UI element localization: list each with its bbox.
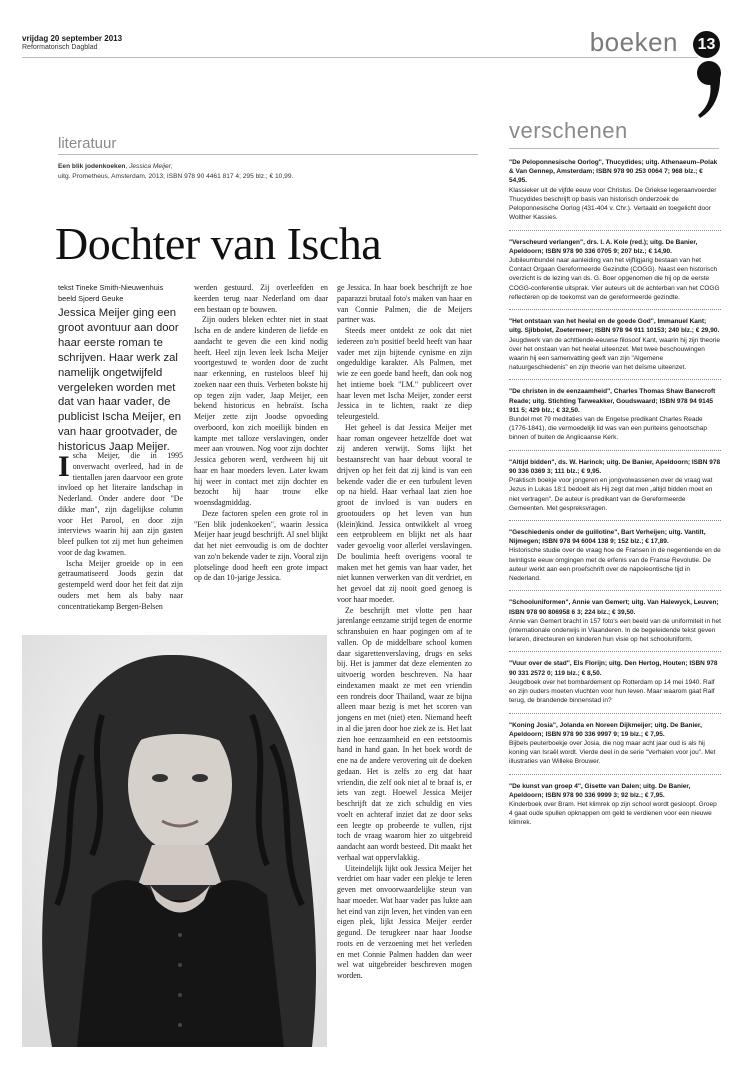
paragraph: ge Jessica. In haar boek beschrijft ze hoe paparazzi brutaal foto's maken van haar en van Connie Palmen, die de Meijers partner was. [337, 283, 472, 325]
paragraph [58, 451, 183, 559]
verschenen-item-body: Annie van Gemert bracht in 157 foto's een beeld van de uniformiteit in het (internationale onderwijs in Vlaanderen. In de begeleidende tekst geven leraren, directeuren en kinderen hun visie op het schooluniform. [509, 617, 721, 644]
verschenen-item [509, 528, 721, 591]
author-photo [22, 635, 327, 1047]
verschenen-item [509, 782, 721, 835]
verschenen-item [509, 387, 721, 450]
verschenen-item [509, 158, 721, 231]
book-details: uitg. Prometheus, Amsterdam, 2013; ISBN 978 90 4461 817 4; 295 blz.; € 10,99. [58, 172, 294, 180]
page-number-badge: 13 [693, 31, 720, 58]
paragraph: Uiteindelijk lijkt ook Jessica Meijer het verdriet om haar vader een plekje te leren geven met onvoorwaardelijke steun van haar moeder. Wat haar vader pas lukte aan het eind van zijn leven, het vinden van een eigen plek, lijkt Jessica Meijer eerder gegund. De terugkeer naar haar Joodse roots en de verzoening met het verleden en met Connie Palmen hadden dan weer wel wat uitgebreider beschreven mogen worden. [337, 863, 472, 980]
verschenen-item-head: "Het ontstaan van het heelal en de goede God", Immanuel Kant; uitg. Sjibbolet, Zoetermeer; ISBN 978 94 911 10153; 240 blz.; € 29,90. [509, 318, 720, 335]
verschenen-item [509, 317, 721, 380]
paragraph: Het geheel is dat Jessica Meijer met haar roman ongeveer hetzelfde doet wat zij anderen verwijt. Soms lijkt het bestaansrecht van haar debuut vooral te drijven op het feit dat zij kind is van een bekende vader die er een turbulent leven op na hield. Haar verhaal laat zien hoe groot de invloed is van ouders en grootouders op het leven van hun (klein)kind. Jessica ontwikkelt al vroeg een eetprobleem en blijkt net als haar vader gevoelig voor allerlei verslavingen. De boulimia heeft overigens vooral te maken met het gemis van haar vader, het niet kunnen verwerken van dit verdriet, en het gevoel dat zij nooit goed genoeg is voor haar moeder. [337, 422, 472, 604]
paragraph: werden gestuurd. Zij overleefden en keerden terug naar Nederland om daar een bestaan op te bouwen. [194, 283, 328, 314]
verschenen-item [509, 458, 721, 521]
verschenen-item-head: "De Peloponnesische Oorlog", Thucydides; uitg. Athenaeum–Polak & Van Gennep, Amsterdam; ISBN 978 90 253 0064 7; 968 blz.; € 54,95. [509, 159, 718, 185]
verschenen-item [509, 721, 721, 775]
verschenen-list [509, 158, 721, 842]
credit-text: tekst Tineke Smith-Nieuwenhuis [58, 283, 164, 292]
verschenen-item-head: "Altijd bidden", ds. W. Harinck; uitg. De Banier, Apeldoorn; ISBN 978 90 336 0369 3; 111 blz.; € 9,95. [509, 458, 721, 475]
masthead-date: vrijdag 20 september 2013 [22, 34, 123, 43]
verschenen-item-head: "Verscheurd verlangen", drs. I. A. Kole (red.); uitg. De Banier, Apeldoorn; ISBN 978 90 336 0705 9; 207 blz.; € 14,90. [509, 238, 698, 255]
book-author: Jessica Meijer; [129, 163, 173, 170]
headline: Dochter van Ischa [55, 218, 382, 269]
verschenen-rule [509, 148, 719, 149]
paragraph: Zijn ouders bleken echter niet in staat Ischa en de andere kinderen de liefde en aandacht te geven die een kind nodig heeft. Heel zijn leven leek Ischa Meijer voortgestuwd te worden door de zucht naar erkenning, en rusteloos bleef hij zoeken naar een thuis. Verbeten bokste hij op tegen zijn vader, Jaap Meijer, een bekend historicus en hebraïst. Ischa Meijer zette zijn Joodse opvoeding overboord, kon zich moeilijk binden en kampte met talloze verslavingen, onder meer aan vrouwen. Nog voor zijn dochter Jessica geboren werd, verdween hij uit haar en haar moeders leven. Later kwam hij weer in contact met zijn dochter en bezocht hij haar trouw elke woensdagmiddag. [194, 315, 328, 507]
comma-logo-icon [696, 60, 722, 120]
verschenen-item [509, 238, 721, 311]
book-title: Een blik jodenkoeken [58, 163, 126, 170]
masthead-paper: Reformatorisch Dagblad [22, 44, 98, 51]
book-info: Een blik jodenkoeken, Jessica Meijer; uitg. Prometheus, Amsterdam, 2013; ISBN 978 90 4461 817 4; 295 blz.; € 10,99. [58, 163, 294, 180]
paragraph-rest: scha Meijer, die in 1995 onverwacht overleed, had in de tientallen jaren daarvoor een grote invloed op het literaire landschap in Nederland. Onder andere door "De dikke man", zijn dagelijkse column voor Het Parool, en door zijn interviews waarin hij aan zijn gasten bleef pulken tot zij met hun geheimen voor de dag kwamen. [58, 451, 183, 557]
verschenen-item-head: "Schooluniformen", Annie van Gemert; uitg. Van Halewyck, Leuven; ISBN 978 90 806958 6 3; 224 blz.; € 39,50. [509, 599, 719, 616]
article-column-3 [337, 283, 472, 982]
verschenen-item-head: "Vuur over de stad", Els Florijn; uitg. Den Hertog, Houten; ISBN 978 90 331 2572 0; 119 blz.; € 8,50. [509, 660, 718, 677]
verschenen-item-head: "De kunst van groep 4", Gisette van Dalen; uitg. De Banier, Apeldoorn; ISBN 978 90 336 9999 3; 92 blz.; € 7,95. [509, 782, 691, 799]
verschenen-item-body: Bijbels peuterboekje over Josia, die nog maar acht jaar oud is als hij koning van Israël wordt. Vierde deel in de serie "Verhalen voor jou". Met illustraties van Willeke Brouwer. [509, 739, 716, 766]
verschenen-item-body: Jeugdboek over het bombardement op Rotterdam op 14 mei 1940. Ralf en zijn ouders moeten vluchten voor hun leven. Maar waarom gaat Ralf terug, de brandende binnenstad in? [509, 678, 715, 705]
paragraph: Deze factoren spelen een grote rol in "Een blik jodenkoeken", waarin Jessica Meijer haar jeugd beschrijft. Al snel blijkt dat het niet eenvoudig is om de dochter van zo'n bekende vader te zijn. Vooral zijn plotselinge dood heeft een grote impact op de dan 10-jarige Jessica. [194, 508, 328, 583]
literature-rule [58, 154, 478, 155]
verschenen-item-head: "De christen in de eenzaamheid", Charles Thomas Shaw Banecroft Reade; uitg. Stichting Tarweakker, Goudswaard; ISBN 978 94 9145 911 5; 429 blz.; € 32,50. [509, 388, 716, 414]
portrait-illustration [22, 635, 327, 1047]
verschenen-item-body: Jubileumbundel naar aanleiding van het vijftigjarig bestaan van het Contact Orgaan Gereformeerde Gezindte (COGG). Naast een historisch overzicht is de lezing van ds. G. Boer opgenomen die hij op de eerste COGG-conferentie uitsprak. Vier auteurs uit de achterban van het COGG reflecteren op de toekomst van de gereformeerde gezindte. [509, 256, 720, 301]
verschenen-item [509, 659, 721, 713]
literature-label: literatuur [58, 135, 117, 152]
verschenen-item [509, 598, 721, 652]
verschenen-label: verschenen [509, 118, 628, 143]
dropcap: I [58, 450, 70, 483]
section-name: boeken [589, 27, 678, 57]
paragraph: Steeds meer ontdekt ze ook dat niet iedereen zo'n positief beeld heeft van haar vader met zijn bijtende cynisme en zijn ongeduldige karakter. Als Palmen, met wie ze een goede band heeft, dan ook nog het intieme boek "I.M." publiceert over haar leven met Ischa Meijer, zonder eerst Jessica in te lichten, raakt ze diep teleurgesteld. [337, 326, 472, 421]
verschenen-item-head: "Koning Josia", Jolanda en Noreen Dijkmeijer; uitg. De Banier, Apeldoorn; ISBN 978 90 336 9997 9; 19 blz.; € 7,95. [509, 721, 702, 738]
paragraph: Ze beschrijft met vlotte pen haar jarenlange eenzame strijd tegen de enorme schransbuien en haar pogingen om af te vallen. Op de middelbare school komen daar sigarettenverslaving, drugs en seks bij. Het is jammer dat deze elementen zo uitvoerig worden beschreven. Na haar eindexamen maakt ze met een vriendin een rondreis door Thailand, waar ze bijna alleen maar bezig is met het scoren van jongens en met (niet) eten. Niemand heeft in al die jaren door hoe ziek ze is. Het laat zien hoe eenzaamheid en een eetstoornis hand in hand gaan. In het boek wordt de ene na de andere verovering uit de doeken gedaan. Het is zelfs zo erg dat haar vriendin, die zelf ook niet al te braaf is, er iets van zegt. Hoewel Jessica Meijer beschrijft dat ze zich schuldig en vies voelt en achteraf inziet dat ze door seks een leegte op probeerde te vullen, rijst toch de vraag waarom hier zo uitgebreid aandacht aan wordt besteed. Dit maakt het verhaal wat oppervlakkig. [337, 605, 472, 862]
verschenen-item-body: Klassieker uit de vijfde eeuw voor Christus. De Griekse legeraanvoerder Thucydides beschrijft op basis van historisch onderzoek de Peloponnesische Oorlog (431-404 v. Chr.). Vertaald en toegelicht door Wolther Kassies. [509, 186, 717, 222]
credits [58, 283, 183, 304]
article-column-1 [58, 451, 183, 612]
verschenen-item-body: Bundel met 79 meditaties van de Engelse predikant Charles Reade (1776-1841), die vermoedelijk lid was van een puriteins genootschap binnen of buiten de Anglicaanse Kerk. [509, 416, 708, 442]
paragraph: Ischa Meijer groeide op in een getraumatiseerd Joods gezin dat gestempeld werd door het feit dat zijn ouders met hem als baby naar concentratiekamp Bergen-Belsen [58, 558, 183, 611]
verschenen-item-body: Praktisch boekje voor jongeren en jongvolwassenen over de vraag wat Jezus in Lukas 18:1 bedoelt als Hij zegt dat men „altijd bidden moet en niet vertragen". De auteur is predikant van de Gereformeerde Gemeenten. Met gespreksvragen. [509, 477, 713, 512]
article-column-2 [194, 283, 328, 584]
verschenen-item-body: Jeugdwerk van de achttiende-eeuwse filosoof Kant, waarin hij zijn theorie over het onstaan van het heelal uiteenzet. Met twee beschouwingen waarin hij een samenvatting geeft van zijn "Algemene natuurgeschiedenis" en zijn theorie van het deïsme uiteenzet. [509, 336, 721, 372]
credit-image: beeld Sjoerd Geuke [58, 293, 124, 303]
verschenen-item-body: Historische studie over de vraag hoe de Fransen in de negentiende en de twintigste eeuw omgingen met de erfenis van de Franse Revolutie. De auteur werkt aan een proefschrift over de napoleontische tijd in Nederland. [509, 547, 721, 583]
verschenen-item-head: "Geschiedenis onder de guillotine", Bart Verheijen; uitg. Vantilt, Nijmegen; ISBN 978 94 6004 138 9; 152 blz.; € 17,89. [509, 529, 706, 546]
intro: Jessica Meijer ging een groot avontuur aan door haar eerste roman te schrijven. Haar werk zal namelijk ongetwijfeld vergeleken worden met dat van haar vader, de publicist Ischa Meijer, en van haar grootvader, de historicus Jaap Meijer. [58, 307, 182, 454]
verschenen-item-body: Kinderboek over Bram. Het klimrek op zijn school wordt gesloopt. Groep 4 gaat oude spullen opknappen om geld te verdienen voor een nieuwe klimrek. [509, 801, 717, 827]
